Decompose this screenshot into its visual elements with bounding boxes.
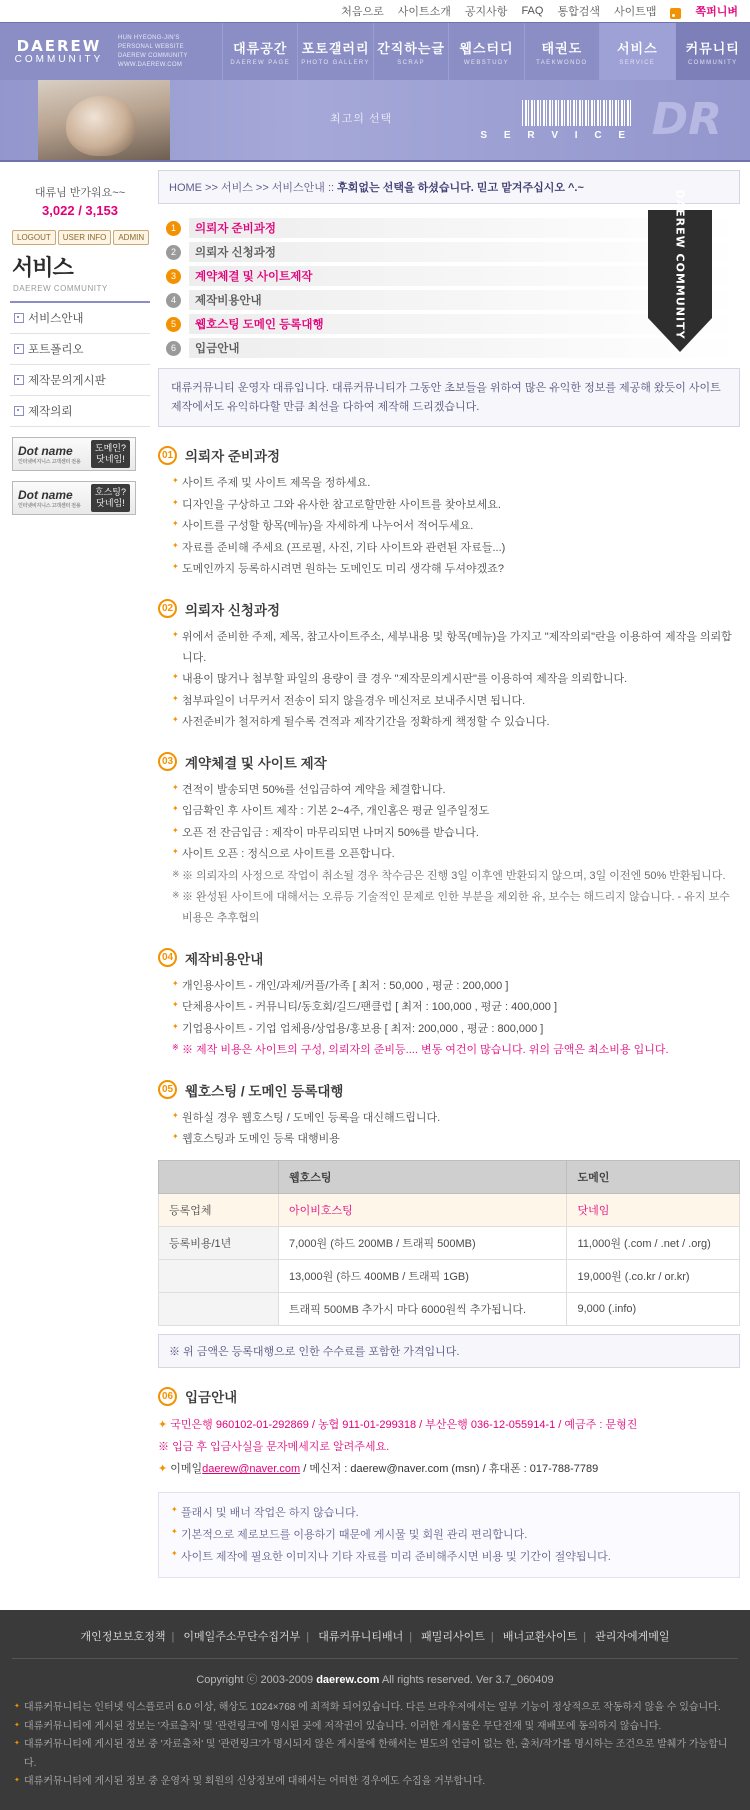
nav-label-kr: 간직하는글 <box>377 40 445 56</box>
section-05 <box>158 1080 740 1369</box>
ad-brand-name: Dot name 인터넷비지니스 고객센터 전용 <box>18 487 81 509</box>
section-header <box>158 1386 740 1406</box>
banner-portrait-image <box>38 80 170 162</box>
nav-label-en: SERVICE <box>619 59 656 66</box>
global-navigation <box>0 22 750 80</box>
section-title: 제작비용안내 <box>185 951 264 967</box>
utility-link-about[interactable]: 사이트소개 <box>397 6 451 18</box>
sidebar-menu <box>10 301 150 427</box>
utility-link-notice[interactable]: 공지사항 <box>464 6 508 18</box>
terms-item: ✦ 대류커뮤니티는 인터넷 익스플로러 6.0 이상, 해상도 1024×768 에 최적화 되어있습니다. 다른 브라우저에서는 일부 기능이 정상적으로 작동하지 않을 수 있습니다. <box>14 1699 736 1718</box>
footer-link-banner[interactable]: 대류커뮤니티배너 <box>318 1631 404 1644</box>
admin-button[interactable]: ADMIN <box>113 230 149 245</box>
nav-item-daerew-page[interactable] <box>222 23 297 80</box>
nav-item-taekwondo[interactable] <box>524 23 599 80</box>
table-cell: 등록업체 <box>159 1194 279 1227</box>
ad-banner-domain[interactable] <box>12 437 136 471</box>
section-number: 04 <box>158 948 177 967</box>
copyright-pre: Copyright ⓒ 2003-2009 <box>196 1674 317 1687</box>
section-number: 05 <box>158 1080 177 1099</box>
list-item: ✦ 기업용사이트 - 기업 업체용/상업용/홍보용 [ 최저: 200,000 , 평균 : 800,000 ] <box>172 1019 740 1040</box>
terms-item: ✦ 대류커뮤니티에 게시된 정보는 '자료출처' 및 '관련링크'에 명시된 곳에 저작권이 있습니다. 이러한 게시물은 무단전재 및 재배포에 동의하지 않습니다. <box>14 1718 736 1737</box>
bank-accounts: ✦ 국민은행 960102-01-292869 / 농협 911-01-299318 / 부산은행 036-12-055914-1 / 예금주 : 문형진 <box>158 1414 740 1436</box>
footer-link-email-refusal[interactable]: 이메일주소무단수집거부 <box>183 1631 301 1644</box>
list-item: ✦ 사이트를 구성할 항목(메뉴)을 자세하게 나누어서 적어두세요. <box>172 516 740 537</box>
utility-link-home[interactable]: 처음으로 <box>341 6 384 18</box>
step-number: 3 <box>166 269 181 284</box>
list-item: ✦ 사전준비가 철저하게 될수록 견적과 제작기간을 정확하게 책정할 수 있습니다. <box>172 712 740 733</box>
sidebar-item-service-guide[interactable]: 서비스안내 <box>10 303 150 334</box>
list-item-note: ※ ※ 의뢰자의 사정으로 작업이 취소될 경우 착수금은 진행 3일 이후엔 반환되지 않으며, 3일 이전엔 50% 반환됩니다. <box>172 866 740 887</box>
sidebar <box>10 170 150 1596</box>
table-row <box>159 1260 740 1293</box>
step-number: 6 <box>166 341 181 356</box>
section-number: 01 <box>158 446 177 465</box>
list-item-note: ※ ※ 완성된 사이트에 대해서는 오류등 기술적인 문제로 인한 부분을 제외한 유, 보수는 해드리지 않습니다. - 유지 보수비용은 추후협의 <box>172 887 740 930</box>
section-number: 03 <box>158 752 177 771</box>
table-header-row <box>159 1161 740 1194</box>
step-label[interactable]: 의뢰자 준비과정 <box>189 218 740 238</box>
nav-label-en: TAEKWONDO <box>536 59 588 66</box>
sidebar-item-portfolio[interactable]: 포트폴리오 <box>10 334 150 365</box>
barcode-decoration <box>522 100 632 126</box>
email-link[interactable]: daerew@naver.com <box>202 1463 301 1476</box>
list-item: ✦ 원하실 경우 웹호스팅 / 도메인 등록을 대신해드립니다. <box>172 1108 740 1129</box>
site-logo[interactable] <box>0 23 118 80</box>
section-04 <box>158 948 740 1062</box>
table-header-domain: 도메인 <box>567 1161 740 1194</box>
table-header-blank <box>159 1161 279 1194</box>
table-cell: 9,000 (.info) <box>567 1293 740 1326</box>
ad-brand-sub: 인터넷비지니스 고객센터 전용 <box>18 502 81 509</box>
section-list <box>158 473 740 580</box>
user-info-button[interactable]: USER INFO <box>58 230 112 245</box>
footer <box>0 1610 750 1810</box>
section-03 <box>158 752 740 930</box>
section-list <box>158 627 740 734</box>
tip-item: ✦ 플래시 및 배너 작업은 하지 않습니다. <box>171 1502 727 1524</box>
banner-caption: 최고의 선택 <box>330 113 393 125</box>
section-header <box>158 1080 740 1100</box>
list-item: ✦ 내용이 많거나 첨부할 파일의 용량이 클 경우 "제작문의게시판"를 이용하여 제작을 의뢰합니다. <box>172 669 740 690</box>
list-item: ✦ 도메인까지 등록하시려면 원하는 도메인도 미리 생각해 두셔야겠죠? <box>172 559 740 580</box>
table-cell: 11,000원 (.com / .net / .org) <box>567 1227 740 1260</box>
contact-info <box>158 1458 740 1480</box>
step-label[interactable]: 계약체결 및 사이트제작 <box>189 266 740 286</box>
logout-button[interactable]: LOGOUT <box>12 230 56 245</box>
sidebar-item-inquiry-board[interactable]: 제작문의게시판 <box>10 365 150 396</box>
table-note: ※ 위 금액은 등록대행으로 인한 수수료를 포함한 가격입니다. <box>158 1334 740 1368</box>
intro-notice: 대류커뮤니티 운영자 대류입니다. 대류커뮤니티가 그동안 초보들을 위하여 많은 유익한 정보를 제공해 왔듯이 사이트 제작에서도 유익하다할 만큼 최선을 다하여 제작해 드리겠습니다. <box>158 368 740 427</box>
section-title: 의뢰자 신청과정 <box>185 602 281 618</box>
list-item-emphasis: ※ ※ 제작 비용은 사이트의 구성, 의뢰자의 준비등.... 변동 여건이 많습니다. 위의 금액은 최소비용 입니다. <box>172 1040 740 1061</box>
list-item: ✦ 견적이 발송되면 50%를 선입금하여 계약을 체결합니다. <box>172 780 740 801</box>
table-cell <box>159 1260 279 1293</box>
copyright-post: All rights reserved. Ver 3.7_060409 <box>379 1674 554 1687</box>
list-item: ✦ 사이트 오픈 : 정식으로 사이트를 오픈합니다. <box>172 844 740 865</box>
step-number: 2 <box>166 245 181 260</box>
nav-item-community[interactable] <box>675 23 750 80</box>
table-row <box>159 1293 740 1326</box>
footer-link-banner-exchange[interactable]: 배너교환사이트 <box>502 1631 578 1644</box>
ad-banner-hosting[interactable] <box>12 481 136 515</box>
contact-email-label: 이메일 <box>170 1463 203 1476</box>
nav-item-webstudy[interactable] <box>448 23 523 80</box>
list-item: ✦ 오픈 전 잔금입금 : 제작이 마무리되면 나머지 50%를 받습니다. <box>172 823 740 844</box>
sidebar-title-sub: DAEREW COMMUNITY <box>13 284 108 293</box>
arrow-logo-box <box>648 188 712 340</box>
list-item: ✦ 입금확인 후 사이트 제작 : 기본 2~4주, 개인홈은 평균 일주일정도 <box>172 801 740 822</box>
nav-label-en: SCRAP <box>397 59 425 66</box>
separator: | <box>583 1631 587 1644</box>
step-number: 5 <box>166 317 181 332</box>
section-header <box>158 445 740 465</box>
nav-label-kr: 태권도 <box>541 40 583 56</box>
arrow-logo-text: DAEREW COMMUNITY <box>673 188 687 340</box>
ad-tagline-domain: 도메인? 닷네임! <box>91 440 130 469</box>
nav-label-en: COMMUNITY <box>687 59 738 66</box>
section-list <box>158 780 740 930</box>
footer-link-privacy[interactable]: 개인정보보호정책 <box>80 1631 166 1644</box>
logo-main-text: DAEREW <box>16 36 102 55</box>
list-item: ✦ 자료를 준비해 주세요 (프로필, 사진, 기타 사이트와 관련된 자료들...) <box>172 538 740 559</box>
step-label[interactable]: 제작비용안내 <box>189 290 740 310</box>
nav-label-kr: 대류공간 <box>233 40 288 56</box>
utility-link-search[interactable]: 통합검색 <box>557 6 600 18</box>
table-cell: 닷네임 <box>567 1194 740 1227</box>
copyright-brand: daerew.com <box>316 1674 380 1687</box>
footer-link-contact-admin[interactable]: 관리자에게메일 <box>595 1631 670 1644</box>
nav-label-kr: 커뮤니티 <box>685 40 740 56</box>
terms-item: ✦ 대류커뮤니티에 게시된 정보 중 운영자 및 회원의 신상정보에 대해서는 어떠한 경우에도 수집을 거부합니다. <box>14 1773 736 1792</box>
rss-icon[interactable] <box>670 8 681 19</box>
separator: | <box>490 1631 494 1644</box>
utility-link-faq[interactable]: FAQ <box>521 5 544 17</box>
list-item: ✦ 웹호스팅과 도메인 등록 대행비용 <box>172 1129 740 1150</box>
step-label[interactable]: 의뢰자 신청과정 <box>189 242 740 262</box>
table-cell: 아이비호스팅 <box>279 1194 567 1227</box>
sidebar-mini-buttons <box>12 230 150 245</box>
breadcrumb <box>158 170 740 204</box>
nav-item-photo-gallery[interactable] <box>297 23 372 80</box>
section-title: 계약체결 및 사이트 제작 <box>185 755 327 771</box>
visual-banner <box>0 80 750 162</box>
footer-terms <box>10 1699 740 1792</box>
list-item: ✦ 첨부파일이 너무커서 전송이 되지 않을경우 메신저로 보내주시면 됩니다. <box>172 691 740 712</box>
section-title: 입금안내 <box>185 1390 238 1406</box>
section-list <box>158 976 740 1062</box>
brand-symbol-icon: DR <box>651 94 722 145</box>
table-cell: 7,000원 (하드 200MB / 트래픽 500MB) <box>279 1227 567 1260</box>
table-cell: 13,000원 (하드 400MB / 트래픽 1GB) <box>279 1260 567 1293</box>
list-item: ✦ 디자인을 구상하고 그와 유사한 참고로할만한 사이트를 찾아보세요. <box>172 495 740 516</box>
step-label[interactable]: 입금안내 <box>189 338 740 358</box>
nav-label-kr: 웹스터디 <box>459 40 514 56</box>
section-header <box>158 599 740 619</box>
tip-item: ✦ 기본적으로 제로보드를 이용하기 때문에 게시물 및 회원 관리 편리합니다. <box>171 1524 727 1546</box>
copyright <box>10 1671 740 1687</box>
footer-navigation <box>10 1624 740 1658</box>
terms-item: ✦ 대류커뮤니티에 게시된 정보 중 '자료출처' 및 '관련링크'가 명시되지 않은 게시물에 한해서는 별도의 언급이 없는 한, 출처/작가를 명시하는 조건으로 발췌가 가능합니다. <box>14 1736 736 1773</box>
step-number: 4 <box>166 293 181 308</box>
logo-description: HUN HYEONG-JIN'S PERSONAL WEBSITE DAEREW COMMUNITY WWW.DAEREW.COM <box>118 34 188 68</box>
sidebar-title: 서비스 <box>12 255 73 280</box>
sidebar-item-request[interactable]: 제작의뢰 <box>10 396 150 427</box>
contact-messenger: / 메신저 : daerew@naver.com (msn) / 휴대폰 : 017-788-7789 <box>300 1463 599 1476</box>
tip-item: ✦ 사이트 제작에 필요한 이미지나 기타 자료를 미리 준비해주시면 비용 및 기간이 절약됩니다. <box>171 1546 727 1568</box>
table-row <box>159 1194 740 1227</box>
table-cell: 19,000원 (.co.kr / or.kr) <box>567 1260 740 1293</box>
list-item: ✦ 위에서 준비한 주제, 제목, 참고사이트주소, 세부내용 및 항목(메뉴)을 가지고 "제작의뢰"란을 이용하여 제작을 의뢰합니다. <box>172 627 740 670</box>
table-cell: 등록비용/1년 <box>159 1227 279 1260</box>
section-01 <box>158 445 740 580</box>
greeting-text: 대류님 반가워요~~ <box>34 187 126 199</box>
ad-brand-name: Dot name 인터넷비지니스 고객센터 전용 <box>18 443 81 465</box>
section-title: 의뢰자 준비과정 <box>185 449 281 465</box>
arrow-logo-graphic <box>648 188 712 352</box>
nav-label-kr: 포토갤러리 <box>301 40 370 56</box>
nav-label-en: DAEREW PAGE <box>230 59 291 66</box>
section-list <box>158 1108 740 1151</box>
section-number: 02 <box>158 599 177 618</box>
table-cell <box>159 1293 279 1326</box>
utility-bar <box>0 0 750 22</box>
table-row <box>159 1227 740 1260</box>
footer-link-family-site[interactable]: 패밀리사이트 <box>421 1631 485 1644</box>
hosting-price-table <box>158 1160 740 1326</box>
separator: | <box>409 1631 413 1644</box>
logo-sub-text: COMMUNITY <box>14 54 104 66</box>
section-number: 06 <box>158 1387 177 1406</box>
utility-link-rss-label[interactable]: 쪽퍼니벼 <box>695 6 738 18</box>
nav-item-scrap[interactable] <box>373 23 448 80</box>
section-06 <box>158 1386 740 1578</box>
banner-section-word: S E R V I C E <box>480 130 632 141</box>
table-header-hosting: 웹호스팅 <box>279 1161 567 1194</box>
ad-tagline-hosting: 호스팅? 닷네임! <box>91 484 130 513</box>
visitor-count: 3,022 / 3,153 <box>42 203 118 218</box>
section-title: 웹호스팅 / 도메인 등록대행 <box>185 1083 344 1099</box>
bank-notice: ※ 입금 후 입금사실을 문자메세지로 알려주세요. <box>158 1436 740 1458</box>
table-cell: 트래픽 500MB 추가시 마다 6000원씩 추가됩니다. <box>279 1293 567 1326</box>
breadcrumb-tagline: 후회없는 선택을 하셨습니다. 믿고 맡겨주십시오 ^.~ <box>337 182 584 194</box>
ad-brand-sub: 인터넷비지니스 고객센터 전용 <box>18 458 81 465</box>
body-wrapper <box>0 162 750 1610</box>
section-header <box>158 752 740 772</box>
utility-link-sitemap[interactable]: 사이트맵 <box>613 6 657 18</box>
nav-label-en: WEBSTUDY <box>463 59 510 66</box>
list-item: ✦ 개인용사이트 - 개인/과제/커플/가족 [ 최저 : 50,000 , 평균 : 200,000 ] <box>172 976 740 997</box>
section-header <box>158 948 740 968</box>
sidebar-greeting <box>10 184 150 218</box>
section-02 <box>158 599 740 734</box>
separator: | <box>306 1631 310 1644</box>
main-content <box>150 170 740 1596</box>
list-item: ✦ 사이트 주제 및 사이트 제목을 정하세요. <box>172 473 740 494</box>
nav-item-service[interactable] <box>599 23 674 80</box>
tips-box <box>158 1492 740 1578</box>
breadcrumb-path[interactable]: HOME >> 서비스 >> 서비스안내 :: <box>169 182 338 194</box>
step-number: 1 <box>166 221 181 236</box>
footer-divider <box>12 1658 738 1659</box>
separator: | <box>171 1631 175 1644</box>
list-item: ✦ 단체용사이트 - 커뮤니티/동호회/길드/팬클럽 [ 최저 : 100,000 , 평균 : 400,000 ] <box>172 997 740 1018</box>
bank-info <box>158 1414 740 1480</box>
nav-label-kr: 서비스 <box>616 40 658 56</box>
step-label[interactable]: 웹호스팅 도메인 등록대행 <box>189 314 740 334</box>
nav-label-en: PHOTO GALLERY <box>301 59 370 66</box>
